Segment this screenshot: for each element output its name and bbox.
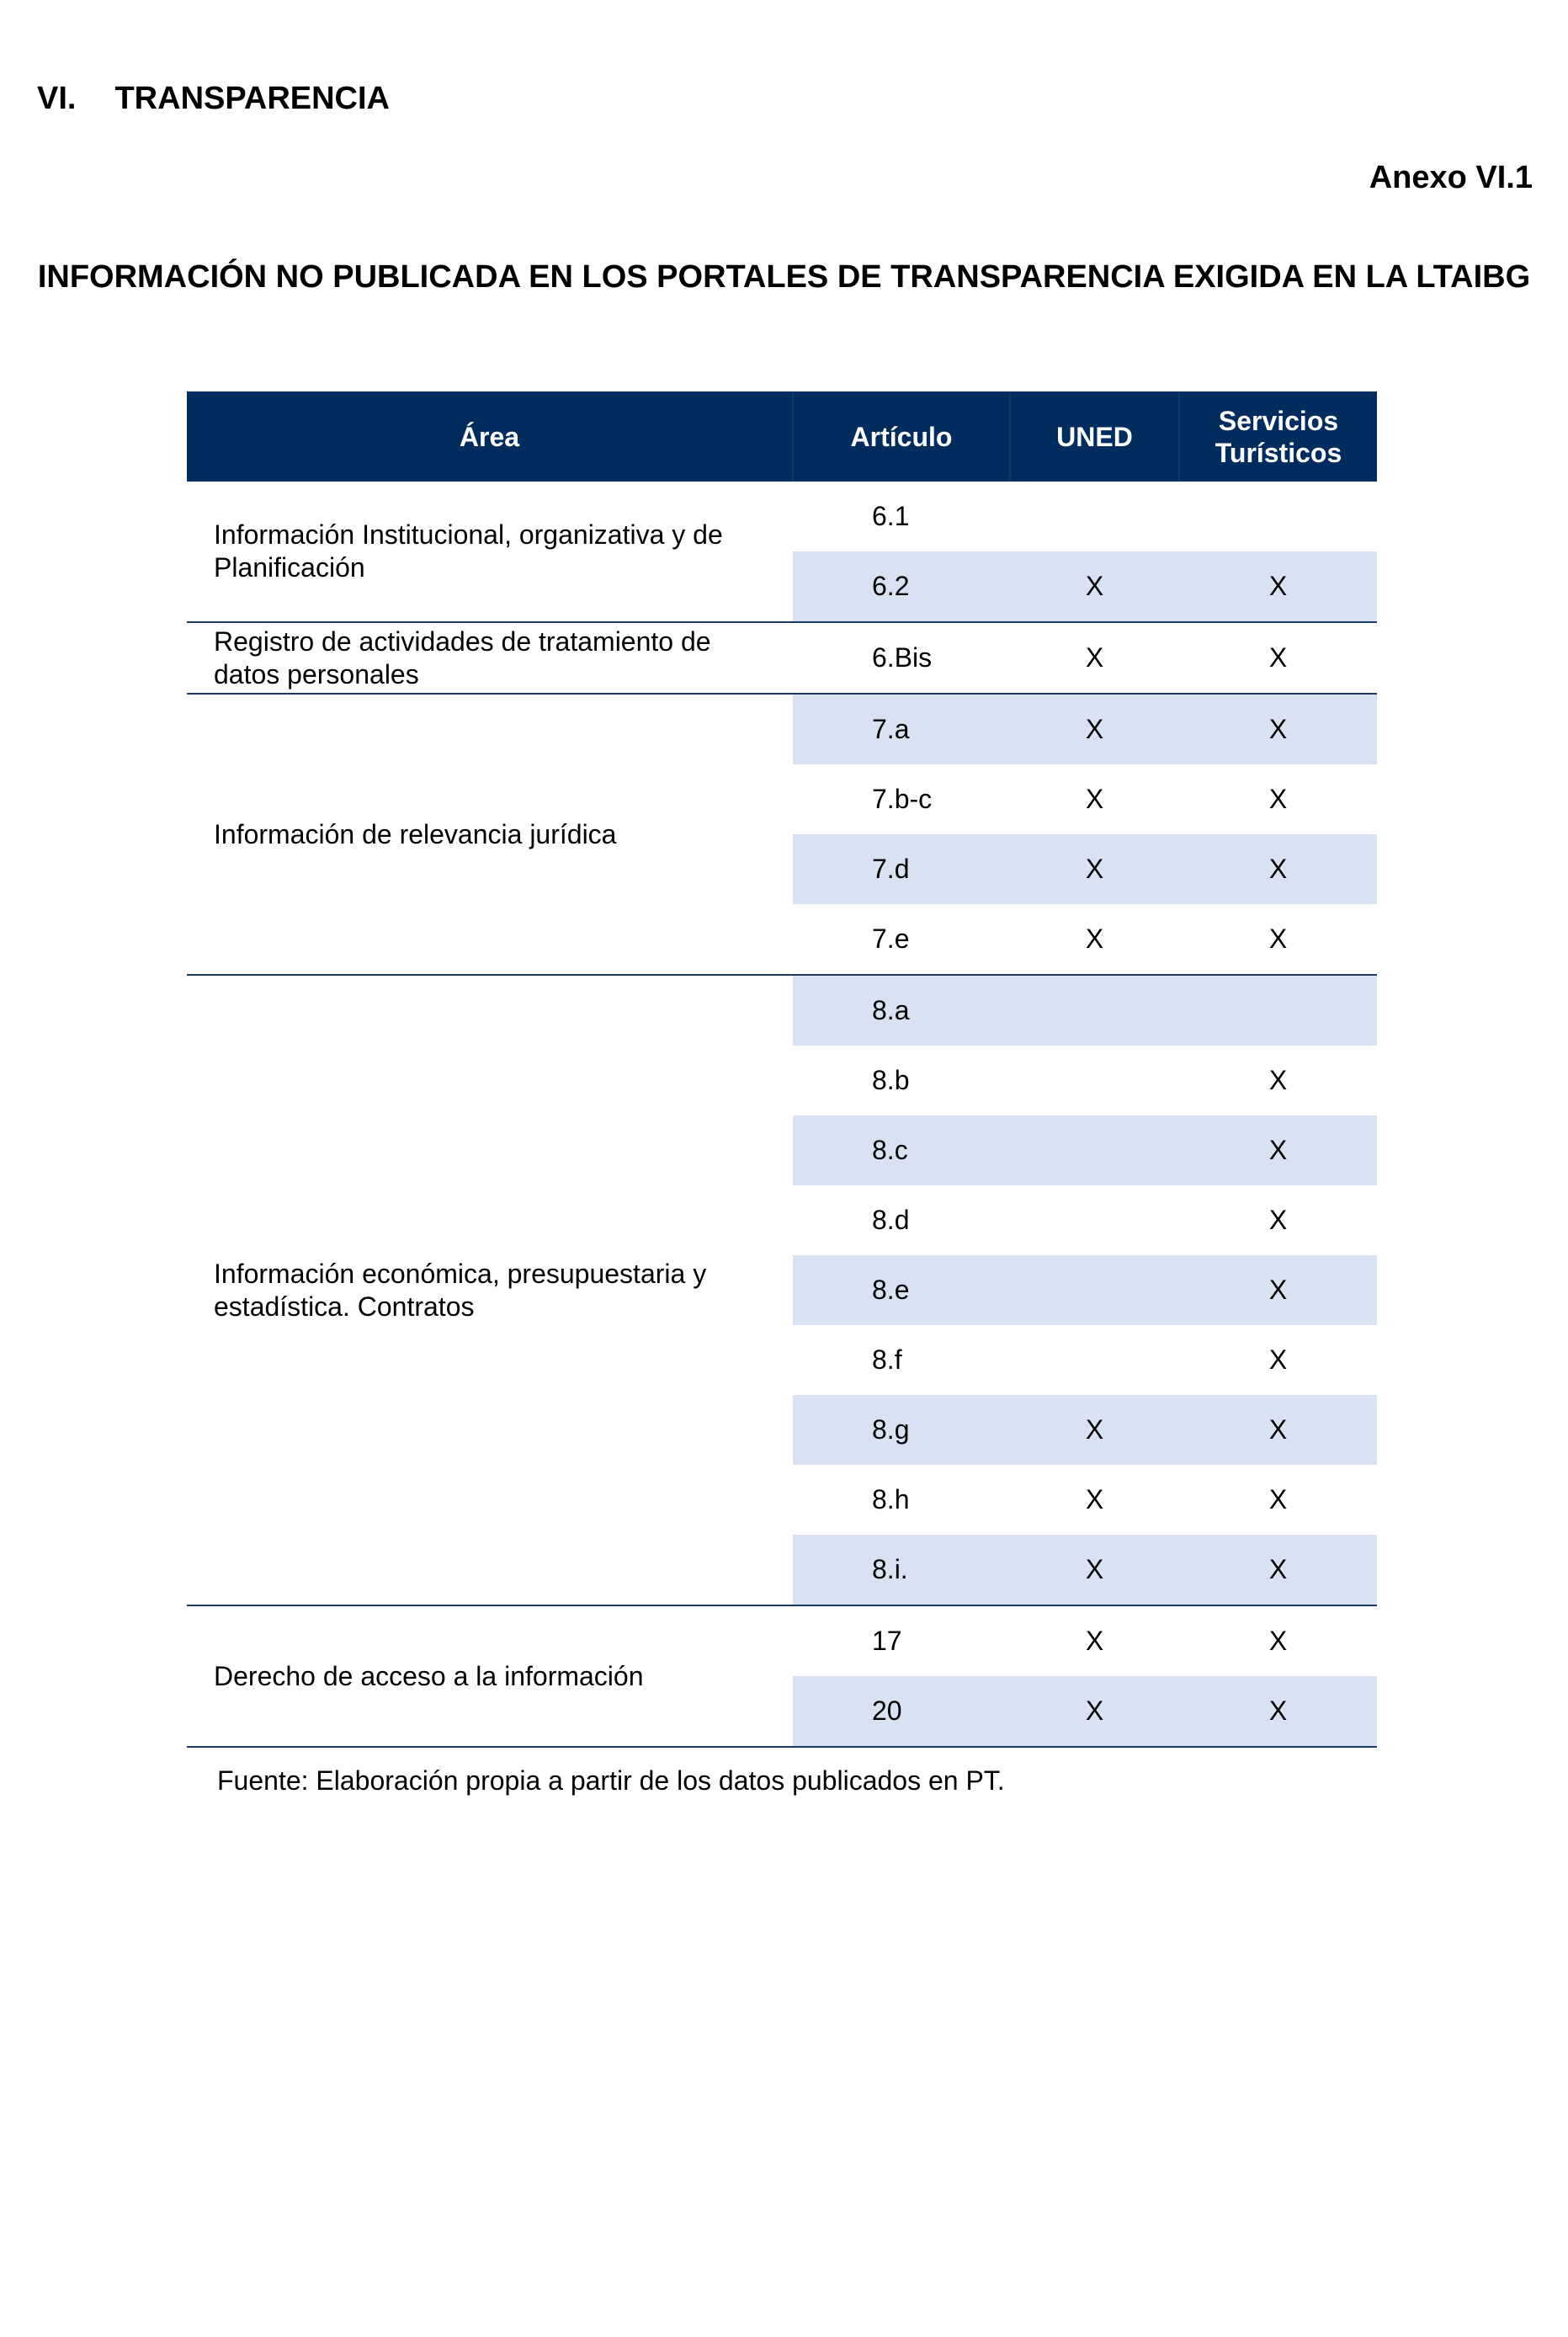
uned-mark-cell: [1010, 482, 1179, 551]
servicios-mark-cell: X: [1179, 694, 1377, 764]
area-cell: Registro de actividades de tratamiento de datos personales: [187, 622, 793, 694]
servicios-mark-cell: X: [1179, 1535, 1377, 1605]
uned-mark-cell: [1010, 1255, 1179, 1325]
table-row: [187, 622, 1377, 694]
uned-mark-cell: X: [1010, 551, 1179, 622]
uned-mark-cell: X: [1010, 694, 1179, 764]
articulo-cell: 8.d: [872, 1205, 910, 1235]
transparency-table: [187, 391, 1377, 1748]
servicios-mark-cell: X: [1179, 1115, 1377, 1185]
articulo-cell: 7.d: [793, 834, 1010, 904]
table-row: [187, 1605, 1377, 1676]
uned-mark-cell: X: [1010, 1535, 1179, 1605]
uned-mark-cell: [1010, 1325, 1179, 1395]
table-row: [187, 482, 1377, 551]
articulo-cell: 6.1: [872, 501, 910, 531]
articulo-cell: 7.e: [793, 904, 1010, 975]
servicios-mark-cell: [1179, 975, 1377, 1046]
area-cell: Información Institucional, organizativa y de Planificación: [187, 482, 793, 622]
header-articulo: Artículo: [793, 391, 1010, 482]
area-cell: Información económica, presupuestaria y estadística. Contratos: [187, 975, 793, 1605]
servicios-mark-cell: X: [1179, 622, 1377, 694]
uned-mark-cell: [1010, 1115, 1179, 1185]
table-row: [187, 694, 1377, 764]
uned-mark-cell: X: [1010, 1395, 1179, 1465]
table-source-note: Fuente: Elaboración propia a partir de los datos publicados en PT.: [217, 1765, 1005, 1796]
articulo-cell: 17: [872, 1626, 902, 1656]
servicios-mark-cell: X: [1268, 784, 1288, 814]
header-area: Área: [187, 391, 793, 482]
table-header-row: [187, 391, 1377, 482]
uned-mark-cell: X: [1085, 1626, 1104, 1656]
articulo-cell: 8.b: [872, 1065, 910, 1095]
transparency-table-container: [187, 391, 1377, 1748]
uned-mark-cell: X: [1010, 1676, 1179, 1747]
servicios-mark-cell: [1179, 482, 1377, 551]
articulo-cell: 8.e: [793, 1255, 1010, 1325]
uned-mark-cell: X: [1010, 834, 1179, 904]
uned-mark-cell: X: [1010, 622, 1179, 694]
articulo-cell: 8.i.: [793, 1535, 1010, 1605]
uned-mark-cell: X: [1085, 784, 1104, 814]
uned-mark-cell: X: [1085, 1484, 1104, 1515]
uned-mark-cell: [1010, 975, 1179, 1046]
servicios-mark-cell: X: [1268, 1484, 1288, 1515]
section-title: TRANSPARENCIA: [114, 81, 390, 116]
uned-mark-cell: [1010, 1185, 1179, 1255]
servicios-mark-cell: X: [1268, 1065, 1288, 1095]
section-heading: [37, 81, 390, 117]
articulo-cell: 8.h: [872, 1484, 910, 1515]
servicios-mark-cell: X: [1268, 1344, 1288, 1375]
servicios-mark-cell: X: [1179, 1676, 1377, 1747]
articulo-cell: 6.2: [793, 551, 1010, 622]
articulo-cell: 8.c: [793, 1115, 1010, 1185]
section-number: VI.: [37, 81, 77, 116]
articulo-cell: 7.a: [793, 694, 1010, 764]
articulo-cell: 8.g: [793, 1395, 1010, 1465]
servicios-mark-cell: X: [1179, 1395, 1377, 1465]
servicios-mark-cell: X: [1179, 551, 1377, 622]
area-cell: Información de relevancia jurídica: [187, 694, 793, 975]
table-row: [187, 975, 1377, 1046]
table-body: [187, 482, 1377, 1747]
area-cell: Derecho de acceso a la información: [187, 1605, 793, 1747]
articulo-cell: 20: [793, 1676, 1010, 1747]
uned-mark-cell: X: [1010, 904, 1179, 975]
articulo-cell: 8.a: [793, 975, 1010, 1046]
annex-label: Anexo VI.1: [1369, 160, 1533, 195]
articulo-cell: 8.f: [872, 1344, 902, 1375]
uned-mark-cell: [1010, 1046, 1179, 1115]
servicios-mark-cell: X: [1268, 1205, 1288, 1235]
header-uned: UNED: [1010, 391, 1179, 482]
servicios-mark-cell: X: [1179, 834, 1377, 904]
document-title: INFORMACIÓN NO PUBLICADA EN LOS PORTALES DE TRANSPARENCIA EXIGIDA EN LA LTAIBG: [37, 259, 1531, 295]
articulo-cell: 6.Bis: [793, 622, 1010, 694]
servicios-mark-cell: X: [1179, 904, 1377, 975]
servicios-mark-cell: X: [1179, 1255, 1377, 1325]
articulo-cell: 7.b-c: [872, 784, 933, 814]
header-servicios: Servicios Turísticos: [1179, 391, 1377, 482]
servicios-mark-cell: X: [1268, 1626, 1288, 1656]
